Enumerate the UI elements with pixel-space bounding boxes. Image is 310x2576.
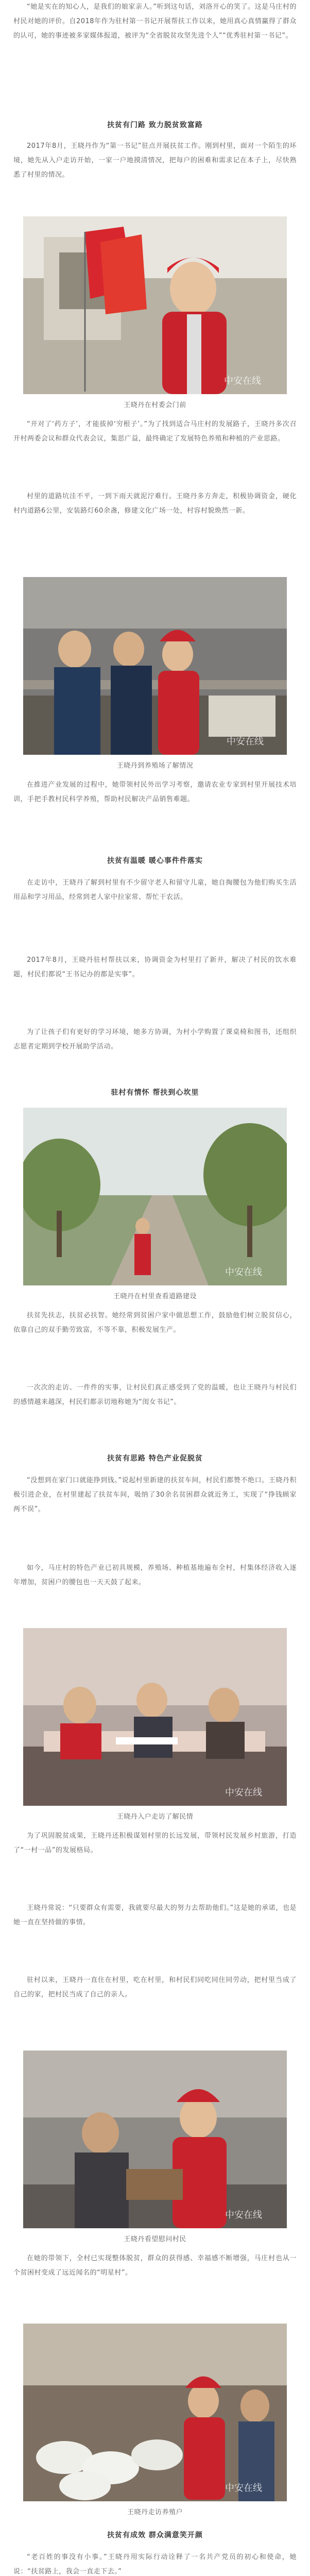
paragraph-10: “没想到在家门口就能挣到钱。”说起村里新建的扶贫车间，村民们都赞不绝口。王晓丹积极引进企业，在村里建起了扶贫车间，吸纳了30余名贫困群众就近务工，实现了“挣钱顾家两不误”。 xyxy=(13,1477,297,1513)
photo-livestock-barn xyxy=(23,577,287,755)
section-heading-5: 扶贫有成效 群众满意笑开颜 xyxy=(107,2531,203,2539)
watermark-text: 中安在线 xyxy=(225,1267,262,1278)
photo-elderly-visit xyxy=(23,2050,287,2228)
watermark-text: 中安在线 xyxy=(225,1787,262,1798)
paragraph-3: 村里的道路坑洼不平，一到下雨天就泥泞难行。王晓丹多方奔走，积极协调资金，硬化村内道路6公里，安装路灯60余盏，修建文化广场一处，村容村貌焕然一新。 xyxy=(13,493,297,515)
paragraph-5: 在走访中，王晓丹了解到村里有不少留守老人和留守儿童，她自掏腰包为他们购买生活用品和学习用品，经常到老人家中拉家常、帮忙干农活。 xyxy=(13,879,297,901)
section-heading-3: 驻村有情怀 帮扶到心坎里 xyxy=(111,1089,199,1097)
paragraph-4: 在推进产业发展的过程中，她带领村民外出学习考察，邀请农业专家到村里开展技术培训，手把手教村民科学养殖，帮助村民解决产品销售难题。 xyxy=(13,781,297,803)
paragraph-13: 王晓丹常说：“只要群众有需要，我就要尽最大的努力去帮助他们。”这是她的承诺，也是她一直在坚持做的事情。 xyxy=(13,1904,297,1926)
paragraph-9: 一次次的走访、一件件的实事，让村民们真正感受到了党的温暖，也让王晓丹与村民们的感情越来越深，村民们都亲切地称她为“闺女书记”。 xyxy=(13,1384,297,1406)
watermark-text: 中安在线 xyxy=(225,2483,262,2494)
watermark-text: 中安在线 xyxy=(227,736,264,747)
section-heading-4: 扶贫有思路 特色产业促脱贫 xyxy=(107,1454,203,1463)
photo-sheep-farm xyxy=(23,2324,287,2501)
watermark-text: 中安在线 xyxy=(225,2210,262,2221)
photo-caption-5: 王晓丹看望慰问村民 xyxy=(124,2235,186,2243)
paragraph-12: 为了巩固脱贫成果，王晓丹还积极谋划村里的长远发展，带领村民发展乡村旅游，打造了“一村一品”的发展格局。 xyxy=(13,1832,297,1854)
photo-caption-1: 王晓丹在村委会门前 xyxy=(124,401,186,409)
intro-paragraph: “她是实在的知心人，是我们的娘家亲人。”听到这句话，刘洛开心的笑了。这是马庄村的村民对她的评价。自2018年作为驻村第一书记开展帮扶工作以来，她用真心真情赢得了群众的认可，她的事迹被多家媒体报道，被评为“全省脱贫攻坚先进个人”“优秀驻村第一书记”。 xyxy=(13,3,297,40)
paragraph-1: 2017年8月，王晓丹作为“第一书记”驻点开展扶贫工作。刚到村里，面对一个陌生的环境，她先从入户走访开始，一家一户地摸清情况，把每户的困难和需求记在本子上，尽快熟悉了村里的情况。 xyxy=(13,142,297,179)
section-heading-2: 扶贫有温暖 暖心事件件落实 xyxy=(107,857,203,865)
paragraph-7: 为了让孩子们有更好的学习环境，她多方协调，为村小学购置了课桌椅和图书，还组织志愿者定期到学校开展助学活动。 xyxy=(13,1028,297,1050)
paragraph-2: “开对了‘药方子’，才能拔掉‘穷根子’。”为了找到适合马庄村的发展路子，王晓丹多次召开村两委会议和群众代表会议，集思广益，最终确定了发展特色养殖和种植的产业思路。 xyxy=(13,420,297,443)
photo-home-visit xyxy=(23,1628,287,1806)
photo-caption-3: 王晓丹在村里查看道路建设 xyxy=(113,1293,197,1300)
photo-caption-6: 王晓丹走访养殖户 xyxy=(127,2509,183,2516)
photo-rural-road xyxy=(23,1108,287,1285)
paragraph-16: “老百姓的事没有小事。”王晓丹用实际行动诠释了一名共产党员的初心和使命，她说：“扶贫路上，我会一直走下去。” xyxy=(13,2553,297,2575)
photo-caption-4: 王晓丹入户走访了解民情 xyxy=(116,1813,194,1821)
watermark-text: 中安在线 xyxy=(224,376,261,386)
paragraph-14: 驻村以来，王晓丹一直住在村里，吃在村里，和村民们同吃同住同劳动，把村里当成了自己的家，把村民当成了自己的亲人。 xyxy=(13,1976,297,1998)
section-heading-1: 扶贫有门路 致力脱贫致富路 xyxy=(107,121,203,129)
paragraph-11: 如今，马庄村的特色产业已初具规模，养殖场、种植基地遍布全村，村集体经济收入逐年增加，贫困户的腰包也一天天鼓了起来。 xyxy=(13,1564,297,1586)
paragraph-15: 在她的带领下，全村已实现整体脱贫，群众的获得感、幸福感不断增强，马庄村也从一个贫困村变成了远近闻名的“明星村”。 xyxy=(13,2255,297,2277)
photo-caption-2: 王晓丹到养殖场了解情况 xyxy=(116,762,194,770)
photo-officer-with-flags xyxy=(23,216,287,394)
paragraph-6: 2017年8月，王晓丹驻村帮扶以来，协调资金为村里打了新井，解决了村民的饮水难题，村民们都说“王书记办的都是实事”。 xyxy=(13,956,297,978)
paragraph-8: 扶贫先扶志，扶贫必扶智。她经常到贫困户家中做思想工作，鼓励他们树立脱贫信心，依靠自己的双手勤劳致富，不等不靠，积极发展生产。 xyxy=(13,1312,297,1334)
